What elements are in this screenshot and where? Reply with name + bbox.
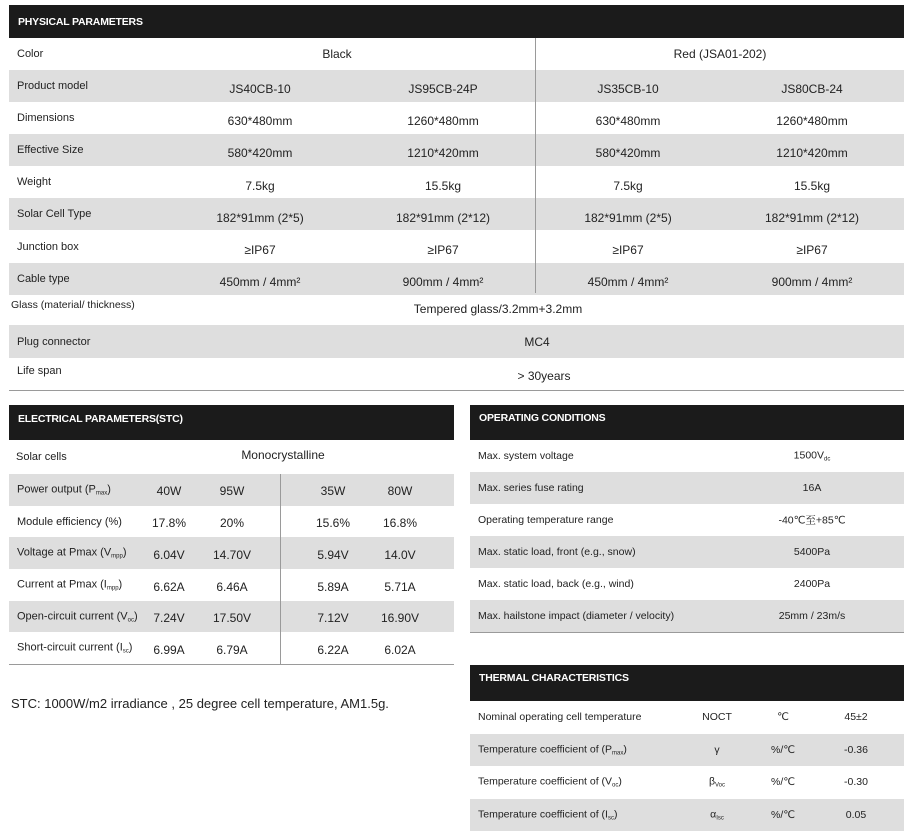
operating-row-value	[779, 610, 846, 622]
electrical-row	[9, 569, 454, 601]
electrical-row-value: 6.99A	[153, 642, 185, 657]
physical-row	[9, 70, 904, 102]
electrical-row-value: 5.94V	[317, 547, 349, 562]
glass-value: Tempered glass/3.2mm+3.2mm	[413, 302, 583, 316]
physical-row	[9, 166, 904, 198]
operating-row	[470, 504, 904, 536]
electrical-row-label-sub: sc	[122, 648, 129, 655]
electrical-row-value: 16.8%	[382, 516, 418, 531]
physical-row-label: Cable type	[17, 272, 70, 285]
thermal-row-label	[478, 743, 627, 756]
plug-value: MC4	[524, 334, 550, 349]
electrical-row-label-sub: max	[95, 490, 108, 497]
thermal-row-symbol-sub: Isc	[716, 815, 724, 822]
electrical-row	[9, 474, 454, 506]
solar-cells-row	[9, 440, 454, 474]
thermal-row-symbol-sub: Voc	[715, 782, 726, 789]
electrical-row	[9, 633, 454, 665]
thermal-row-label-text: Temperature coefficient of (V	[478, 775, 613, 788]
physical-row-value: 15.5kg	[793, 178, 831, 193]
physical-row-value: ≥IP67	[427, 242, 459, 257]
thermal-row-symbol	[709, 776, 725, 789]
thermal-row	[470, 799, 904, 832]
electrical-row-value: 20%	[219, 516, 245, 531]
electrical-row-label-end: )	[122, 546, 127, 559]
operating-row-value-text: 2400Pa	[793, 578, 831, 590]
physical-row-label: Solar Cell Type	[17, 208, 92, 221]
thermal-row-value: 0.05	[845, 808, 867, 821]
physical-parameters-title: PHYSICAL PARAMETERS	[18, 15, 143, 28]
thermal-row-label-text: Nominal operating cell temperature	[478, 711, 642, 724]
operating-row-value	[794, 578, 830, 590]
color-red: Red (JSA01-202)	[673, 47, 767, 61]
electrical-row-value: 80W	[387, 484, 413, 499]
electrical-row-value: 7.24V	[153, 611, 185, 626]
electrical-row-value: 14.70V	[212, 547, 252, 562]
operating-row-label: Max. hailstone impact (diameter / velocity)	[478, 610, 675, 622]
electrical-row-label-text: Module efficiency (%)	[17, 515, 122, 528]
electrical-row-value: 40W	[156, 484, 182, 499]
thermal-row-label	[478, 808, 617, 821]
physical-row-value: 15.5kg	[424, 178, 462, 193]
electrical-bottom-rule	[9, 664, 454, 665]
thermal-row-unit: %/℃	[770, 743, 796, 756]
physical-row-value: 7.5kg	[245, 178, 275, 193]
electrical-row-label-end: )	[128, 641, 133, 654]
thermal-row-symbol-text: γ	[714, 743, 720, 756]
operating-row-value	[794, 546, 830, 558]
operating-row-value	[778, 513, 845, 528]
operating-row	[470, 440, 904, 472]
electrical-row-value: 15.6%	[315, 516, 351, 531]
operating-conditions-header	[470, 405, 904, 440]
thermal-row-label	[478, 711, 641, 723]
physical-row-value: JS40CB-10	[229, 82, 291, 97]
electrical-row-label	[17, 642, 132, 655]
thermal-row-unit: %/℃	[770, 808, 796, 821]
electrical-row-label-text: Open-circuit current (V	[17, 610, 128, 623]
operating-row-value-text: 16A	[802, 482, 822, 494]
physical-row	[9, 198, 904, 230]
physical-row-label: Dimensions	[17, 112, 75, 125]
physical-row	[9, 263, 904, 295]
thermal-row-label-text: Temperature coefficient of (I	[478, 808, 608, 821]
operating-row-value-sub: dc	[824, 456, 831, 463]
life-value: > 30years	[517, 369, 571, 383]
thermal-row-symbol-text: β	[708, 775, 716, 788]
electrical-row-label-sub: mpp	[106, 585, 119, 592]
electrical-row-value: 35W	[320, 484, 346, 499]
electrical-row-value: 17.8%	[151, 516, 187, 531]
thermal-row-label-sub: max	[612, 750, 624, 757]
physical-row-value: 182*91mm (2*12)	[764, 210, 860, 225]
thermal-row-symbol-text: NOCT	[702, 711, 732, 724]
operating-bottom-rule	[470, 632, 904, 633]
thermal-row-unit: %/℃	[770, 776, 796, 789]
thermal-row-value: 45±2	[844, 711, 868, 724]
physical-row-value: 182*91mm (2*5)	[216, 210, 304, 225]
physical-row	[9, 231, 904, 263]
electrical-row-value: 6.02A	[384, 642, 416, 657]
physical-row-value: JS95CB-24P	[408, 82, 478, 97]
physical-parameters-header	[9, 5, 904, 38]
electrical-row-value: 14.0V	[384, 547, 416, 562]
thermal-row	[470, 766, 904, 799]
color-black: Black	[322, 47, 352, 61]
operating-row	[470, 536, 904, 568]
operating-row-value-text: -40℃至+85℃	[778, 514, 846, 527]
thermal-row-unit: ℃	[777, 711, 789, 724]
thermal-row-label-sub: sc	[607, 815, 614, 822]
thermal-row-label-sub: oc	[612, 782, 619, 789]
physical-row-value: ≥IP67	[796, 242, 828, 257]
physical-row-value: 182*91mm (2*5)	[584, 210, 672, 225]
physical-row-value: 182*91mm (2*12)	[395, 210, 491, 225]
color-label: Color	[17, 48, 44, 60]
electrical-row-value: 95W	[219, 484, 245, 499]
glass-label: Glass (material/ thickness)	[11, 299, 135, 311]
thermal-row-value: -0.36	[844, 743, 868, 756]
plug-row	[9, 325, 904, 358]
operating-row-label: Max. system voltage	[478, 450, 574, 462]
physical-row-value: 900mm / 4mm²	[771, 274, 853, 289]
thermal-row-symbol	[702, 711, 732, 723]
physical-row-value: 900mm / 4mm²	[402, 274, 484, 289]
electrical-row	[9, 506, 454, 538]
operating-row	[470, 600, 904, 632]
electrical-row-label-end: )	[134, 610, 138, 623]
thermal-row	[470, 734, 904, 767]
electrical-row-value: 5.89A	[317, 579, 349, 594]
physical-row	[9, 134, 904, 166]
physical-row-value: 450mm / 4mm²	[587, 274, 669, 289]
thermal-row-label-end: )	[623, 743, 627, 756]
physical-row	[9, 102, 904, 134]
thermal-row-label-end: )	[618, 775, 622, 788]
physical-row-value: 7.5kg	[613, 178, 643, 193]
electrical-row-label-text: Power output (P	[17, 483, 96, 496]
electrical-row-value: 16.90V	[380, 611, 420, 626]
electrical-row-value: 6.46A	[216, 579, 248, 594]
physical-row-value: 450mm / 4mm²	[219, 274, 301, 289]
physical-row-value: 1210*420mm	[776, 146, 848, 161]
physical-row-label: Effective Size	[17, 144, 84, 157]
electrical-row-label	[17, 610, 138, 623]
operating-row-label: Operating temperature range	[478, 514, 614, 526]
thermal-characteristics-title: THERMAL CHARACTERISTICS	[479, 672, 629, 684]
electrical-row-label-text: Current at Pmax (I	[17, 578, 107, 591]
solar-cells-label: Solar cells	[16, 451, 67, 463]
physical-row-value: ≥IP67	[244, 242, 276, 257]
electrical-row-label-sub: oc	[127, 617, 134, 624]
thermal-row-value: -0.30	[844, 776, 868, 789]
thermal-row-symbol	[714, 744, 719, 756]
physical-bottom-rule	[9, 390, 904, 391]
electrical-row-label	[17, 483, 111, 496]
electrical-row-value: 6.62A	[153, 579, 185, 594]
thermal-characteristics-header	[470, 665, 904, 701]
physical-row-value: 1260*480mm	[407, 114, 479, 129]
physical-row-label: Junction box	[17, 240, 79, 253]
electrical-row	[9, 601, 454, 633]
operating-row-value	[803, 482, 822, 494]
electrical-row-value: 17.50V	[212, 611, 252, 626]
operating-row-value-text: 5400Pa	[793, 546, 831, 558]
operating-row-label: Max. series fuse rating	[478, 482, 584, 494]
plug-label: Plug connector	[17, 335, 91, 348]
operating-row	[470, 472, 904, 504]
physical-row-value: 1210*420mm	[407, 146, 479, 161]
physical-row-label: Product model	[17, 80, 88, 93]
physical-row-value: JS35CB-10	[597, 82, 659, 97]
operating-row-value	[794, 450, 831, 463]
physical-row-label: Weight	[17, 176, 52, 189]
physical-row-value: 580*420mm	[595, 146, 661, 161]
electrical-divider	[280, 474, 281, 664]
electrical-row-label-sub: mpp	[111, 553, 123, 560]
electrical-row-label-text: Voltage at Pmax (V	[17, 546, 112, 559]
operating-row-value-text: 1500V	[793, 449, 825, 462]
thermal-row-label-end: )	[613, 808, 618, 821]
physical-row-value: 580*420mm	[227, 146, 293, 161]
electrical-row-label-end: )	[107, 483, 111, 496]
physical-row-value: JS80CB-24	[781, 82, 843, 97]
electrical-parameters-title: ELECTRICAL PARAMETERS(STC)	[18, 412, 183, 425]
electrical-row-value: 6.79A	[216, 642, 248, 657]
thermal-row-symbol-text: α	[710, 808, 717, 821]
life-row	[9, 358, 904, 390]
physical-divider	[535, 38, 536, 293]
electrical-row-label-end: )	[118, 578, 123, 591]
operating-row-label: Max. static load, back (e.g., wind)	[478, 578, 634, 590]
operating-conditions-title: OPERATING CONDITIONS	[479, 411, 606, 424]
electrical-row-label	[17, 516, 122, 528]
physical-row-value: 1260*480mm	[776, 114, 848, 129]
operating-row-value-text: 25mm / 23m/s	[778, 610, 846, 622]
thermal-row-label-text: Temperature coefficient of (P	[478, 743, 613, 756]
thermal-row-label	[478, 776, 622, 789]
life-label: Life span	[17, 365, 62, 377]
glass-row	[9, 293, 904, 325]
electrical-row-label-text: Short-circuit current (I	[17, 641, 123, 654]
physical-row-value: 630*480mm	[595, 114, 661, 129]
thermal-row	[470, 701, 904, 734]
electrical-row-value: 5.71A	[384, 579, 416, 594]
electrical-row-label	[17, 578, 122, 591]
thermal-row-symbol	[710, 808, 724, 821]
operating-row	[470, 568, 904, 600]
electrical-row	[9, 537, 454, 569]
solar-cells-value: Monocrystalline	[241, 448, 325, 462]
color-row	[9, 38, 904, 70]
physical-row-value: 630*480mm	[227, 114, 293, 129]
electrical-parameters-header	[9, 405, 454, 440]
stc-note: STC: 1000W/m2 irradiance , 25 degree cell temperature, AM1.5g.	[11, 696, 389, 711]
operating-row-label: Max. static load, front (e.g., snow)	[478, 546, 636, 558]
electrical-row-value: 7.12V	[317, 611, 349, 626]
electrical-row-value: 6.22A	[317, 642, 349, 657]
physical-row-value: ≥IP67	[612, 242, 644, 257]
electrical-row-value: 6.04V	[153, 547, 185, 562]
electrical-row-label	[17, 547, 127, 560]
